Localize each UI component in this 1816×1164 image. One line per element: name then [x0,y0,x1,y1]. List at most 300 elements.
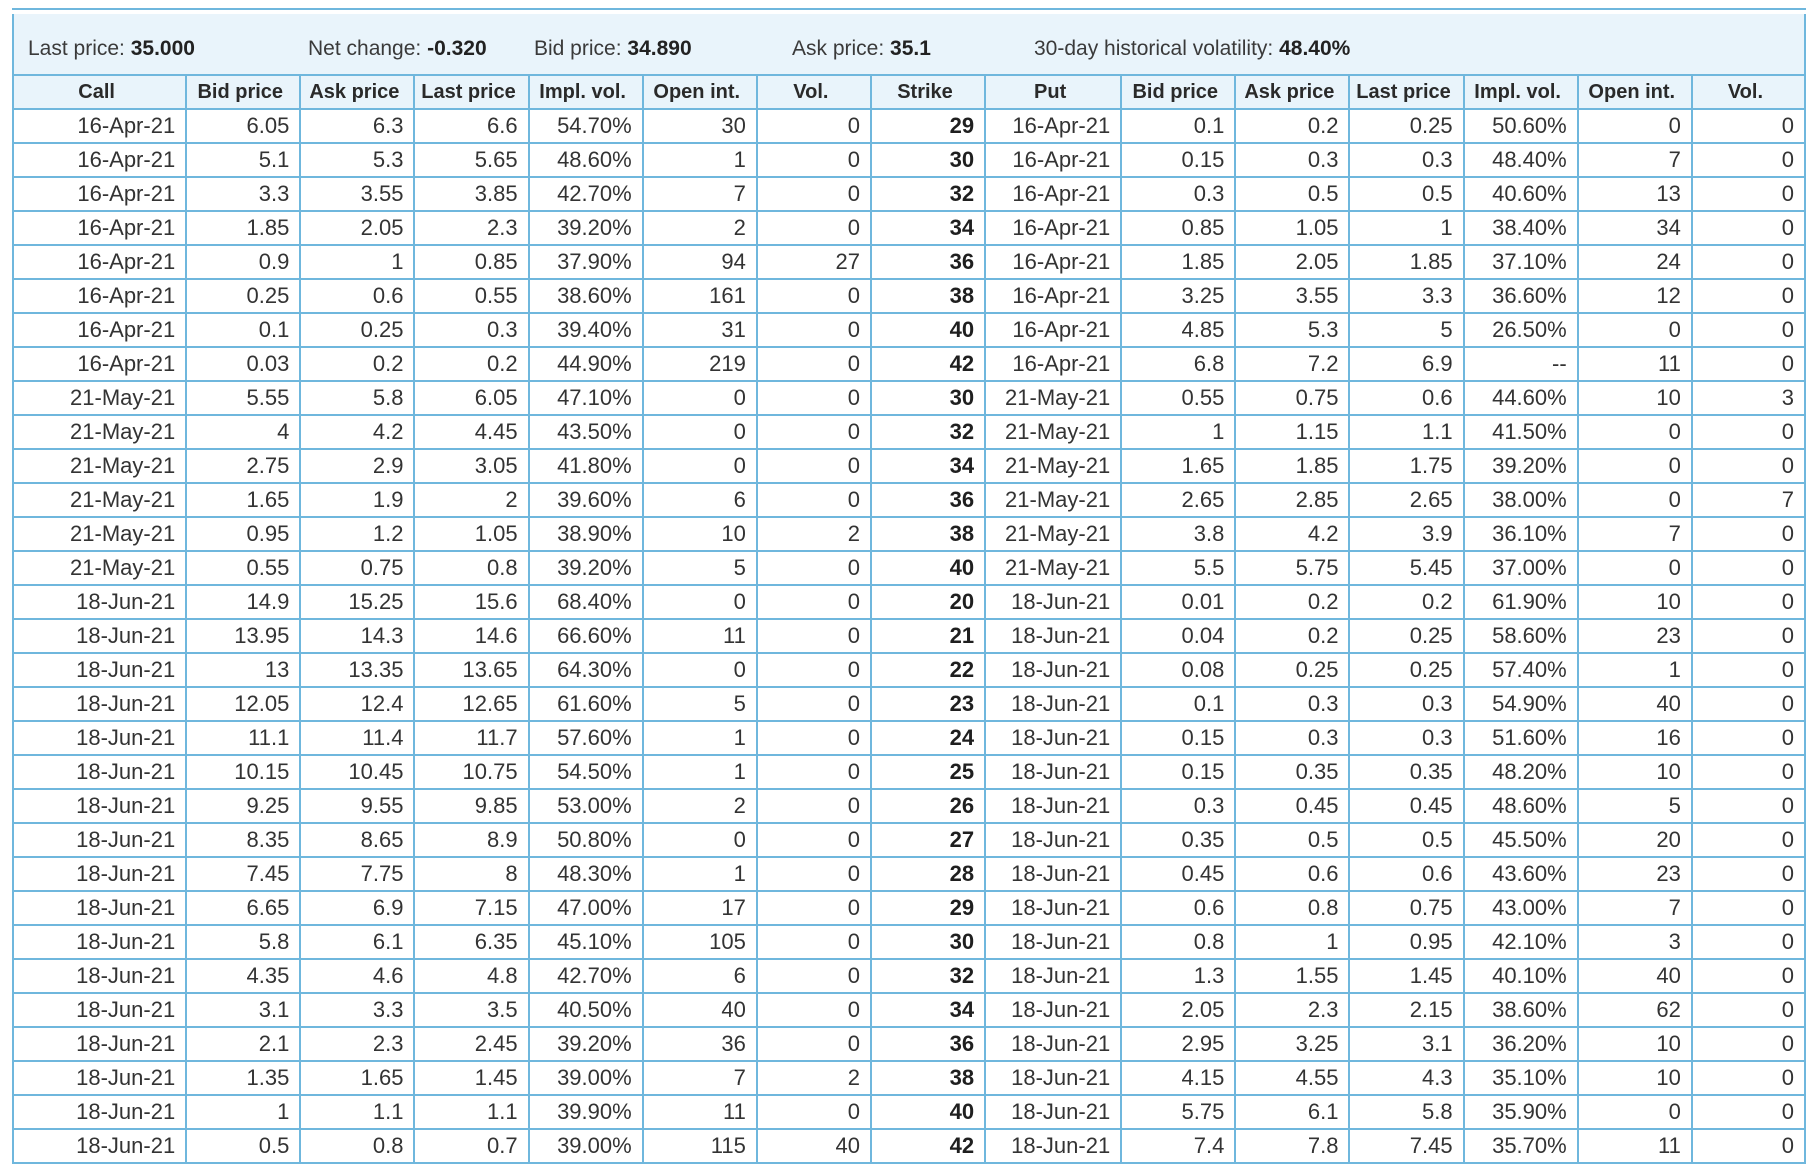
table-cell: 2.95 [1121,1027,1235,1061]
expiry-cell: 18-Jun-21 [985,1061,1121,1095]
table-cell: 0.35 [1349,755,1463,789]
table-row [13,755,1805,789]
table-cell: 2.05 [1121,993,1235,1027]
table-cell: 39.20% [1464,449,1578,483]
table-cell: 0 [1692,891,1805,925]
table-cell: 5 [1349,313,1463,347]
strike-cell: 38 [871,1061,985,1095]
table-cell: 7.8 [1235,1129,1349,1163]
table-cell: 2.15 [1349,993,1463,1027]
table-cell: 0 [1692,551,1805,585]
table-cell: 0.9 [186,245,300,279]
table-cell: 0 [757,279,871,313]
historical-volatility: 30-day historical volatility: 48.40% [1034,37,1351,60]
table-cell: 0.3 [1235,687,1349,721]
table-cell: 3.05 [414,449,528,483]
table-cell: 0 [1692,857,1805,891]
table-row [13,721,1805,755]
table-cell: 1 [1578,653,1692,687]
table-cell: 1.1 [414,1095,528,1129]
table-cell: 5 [643,551,757,585]
table-cell: 0.5 [1235,177,1349,211]
column-header: Ask price [300,75,414,109]
table-cell: 6.05 [414,381,528,415]
table-cell: 15.25 [300,585,414,619]
table-row [13,109,1805,143]
table-cell: 0.15 [1121,755,1235,789]
strike-cell: 21 [871,619,985,653]
table-cell: 0.6 [1121,891,1235,925]
table-cell: 16 [1578,721,1692,755]
table-cell: 0 [757,653,871,687]
table-cell: 0.25 [186,279,300,313]
options-chain-panel [12,0,1806,1158]
table-cell: 0.3 [1235,143,1349,177]
table-cell: 39.20% [529,211,643,245]
table-cell: 0 [757,1027,871,1061]
expiry-cell: 18-Jun-21 [985,1027,1121,1061]
table-cell: 0.75 [1349,891,1463,925]
table-row [13,891,1805,925]
table-cell: 0.6 [1349,381,1463,415]
expiry-cell: 18-Jun-21 [985,823,1121,857]
table-cell: 40.10% [1464,959,1578,993]
table-cell: 4.8 [414,959,528,993]
table-cell: 58.60% [1464,619,1578,653]
table-cell: 1 [186,1095,300,1129]
table-cell: 7.75 [300,857,414,891]
table-cell: 1 [643,857,757,891]
table-cell: 37.90% [529,245,643,279]
table-cell: 39.90% [529,1095,643,1129]
expiry-cell: 21-May-21 [985,551,1121,585]
table-cell: 14.9 [186,585,300,619]
table-cell: 0.45 [1121,857,1235,891]
expiry-cell: 18-Jun-21 [985,653,1121,687]
table-cell: 3.5 [414,993,528,1027]
table-cell: 0 [1692,1129,1805,1163]
table-cell: 6 [643,959,757,993]
table-cell: 13.35 [300,653,414,687]
table-cell: 0.03 [186,347,300,381]
table-cell: 39.20% [529,551,643,585]
table-row [13,1027,1805,1061]
table-cell: 35.70% [1464,1129,1578,1163]
expiry-cell: 21-May-21 [985,415,1121,449]
expiry-cell: 18-Jun-21 [13,891,186,925]
expiry-cell: 21-May-21 [13,415,186,449]
expiry-cell: 18-Jun-21 [13,687,186,721]
table-cell: 6.6 [414,109,528,143]
table-cell: 115 [643,1129,757,1163]
table-cell: 0 [1692,823,1805,857]
expiry-cell: 16-Apr-21 [13,143,186,177]
table-cell: 64.30% [529,653,643,687]
table-row [13,347,1805,381]
table-row [13,551,1805,585]
expiry-cell: 18-Jun-21 [13,925,186,959]
table-cell: 0.25 [300,313,414,347]
expiry-cell: 21-May-21 [985,483,1121,517]
strike-cell: 38 [871,279,985,313]
table-cell: 1 [1235,925,1349,959]
table-cell: 5 [643,687,757,721]
strike-cell: 40 [871,1095,985,1129]
last-price: Last price: 35.000 [28,37,195,60]
table-cell: 0 [1692,721,1805,755]
table-cell: 13.65 [414,653,528,687]
table-cell: 0.5 [1235,823,1349,857]
table-cell: 0 [1578,551,1692,585]
table-cell: 0 [1692,517,1805,551]
table-cell: 0.25 [1349,653,1463,687]
table-cell: 2.3 [414,211,528,245]
table-cell: 3.55 [1235,279,1349,313]
table-cell: 0.55 [414,279,528,313]
table-cell: 6 [643,483,757,517]
table-cell: 5.8 [186,925,300,959]
table-cell: 2.3 [1235,993,1349,1027]
table-cell: 1 [643,143,757,177]
table-cell: 43.00% [1464,891,1578,925]
table-cell: 41.50% [1464,415,1578,449]
expiry-cell: 18-Jun-21 [13,1027,186,1061]
table-cell: 10.45 [300,755,414,789]
table-cell: 14.3 [300,619,414,653]
table-cell: 4.85 [1121,313,1235,347]
table-cell: 0 [757,755,871,789]
strike-cell: 30 [871,381,985,415]
column-header: Bid price [186,75,300,109]
table-cell: 0 [757,823,871,857]
table-cell: 61.90% [1464,585,1578,619]
table-cell: 43.60% [1464,857,1578,891]
table-cell: 3.1 [186,993,300,1027]
table-cell: 42.70% [529,959,643,993]
strike-cell: 27 [871,823,985,857]
table-cell: 0.75 [300,551,414,585]
table-cell: 0.35 [1121,823,1235,857]
table-cell: 54.50% [529,755,643,789]
table-cell: 1 [300,245,414,279]
table-cell: 0 [757,483,871,517]
table-row [13,517,1805,551]
table-cell: 0 [757,313,871,347]
table-cell: 5.8 [1349,1095,1463,1129]
table-cell: 37.00% [1464,551,1578,585]
table-cell: 44.60% [1464,381,1578,415]
table-cell: 0.85 [1121,211,1235,245]
table-cell: 0 [757,381,871,415]
table-cell: 10 [1578,755,1692,789]
table-cell: 50.80% [529,823,643,857]
table-cell: 2 [757,517,871,551]
table-row [13,449,1805,483]
table-cell: 0.55 [1121,381,1235,415]
expiry-cell: 18-Jun-21 [985,687,1121,721]
table-cell: 0 [1692,449,1805,483]
table-cell: 38.00% [1464,483,1578,517]
table-cell: 0.5 [1349,823,1463,857]
table-cell: 39.00% [529,1061,643,1095]
table-cell: 7 [1692,483,1805,517]
table-row [13,823,1805,857]
table-cell: 0.3 [1121,177,1235,211]
column-header: Put [985,75,1121,109]
table-cell: 20 [1578,823,1692,857]
table-cell: 10.15 [186,755,300,789]
table-cell: 39.60% [529,483,643,517]
table-cell: 39.40% [529,313,643,347]
table-cell: 10 [1578,381,1692,415]
expiry-cell: 16-Apr-21 [13,279,186,313]
column-header: Vol. [757,75,871,109]
column-header: Call [13,75,186,109]
expiry-cell: 16-Apr-21 [985,245,1121,279]
table-cell: 2 [757,1061,871,1095]
table-cell: 0.2 [300,347,414,381]
table-cell: 10 [1578,1027,1692,1061]
table-cell: 45.50% [1464,823,1578,857]
table-cell: 9.85 [414,789,528,823]
table-cell: 3 [1692,381,1805,415]
table-cell: 0 [1692,177,1805,211]
table-cell: 0 [1692,585,1805,619]
table-cell: 68.40% [529,585,643,619]
table-cell: 0 [643,823,757,857]
table-cell: 36.10% [1464,517,1578,551]
table-cell: 0.3 [1121,789,1235,823]
table-cell: 40.50% [529,993,643,1027]
strike-cell: 42 [871,1129,985,1163]
table-cell: 26.50% [1464,313,1578,347]
table-cell: 3.9 [1349,517,1463,551]
table-cell: 4.45 [414,415,528,449]
table-cell: 1.45 [414,1061,528,1095]
table-cell: 1 [1121,415,1235,449]
table-cell: 0.04 [1121,619,1235,653]
table-cell: 7.45 [1349,1129,1463,1163]
column-header: Strike [871,75,985,109]
table-cell: 57.60% [529,721,643,755]
expiry-cell: 18-Jun-21 [985,721,1121,755]
table-cell: 48.20% [1464,755,1578,789]
expiry-cell: 18-Jun-21 [13,959,186,993]
table-row [13,993,1805,1027]
table-cell: 2 [643,211,757,245]
table-cell: 0 [643,449,757,483]
expiry-cell: 16-Apr-21 [985,313,1121,347]
table-cell: 1.9 [300,483,414,517]
expiry-cell: 18-Jun-21 [13,1095,186,1129]
table-cell: 0.8 [1121,925,1235,959]
table-cell: 12.05 [186,687,300,721]
table-row [13,653,1805,687]
table-cell: 48.60% [529,143,643,177]
expiry-cell: 16-Apr-21 [13,109,186,143]
table-cell: 0 [757,585,871,619]
strike-cell: 29 [871,891,985,925]
table-cell: 0.2 [1235,619,1349,653]
table-cell: 0 [1692,1095,1805,1129]
table-cell: 38.40% [1464,211,1578,245]
table-cell: 0.5 [186,1129,300,1163]
table-cell: 1.65 [1121,449,1235,483]
table-cell: 0.8 [1235,891,1349,925]
table-cell: 41.80% [529,449,643,483]
table-cell: 7 [1578,517,1692,551]
table-row [13,211,1805,245]
ask-price: Ask price: 35.1 [792,37,931,60]
table-cell: 39.20% [529,1027,643,1061]
expiry-cell: 18-Jun-21 [985,789,1121,823]
table-cell: 0.2 [1235,109,1349,143]
table-cell: 6.9 [300,891,414,925]
table-cell: 6.1 [300,925,414,959]
table-cell: 11 [1578,347,1692,381]
table-cell: 0.3 [1235,721,1349,755]
table-cell: 0.95 [186,517,300,551]
table-cell: 0 [757,143,871,177]
table-cell: 0 [1692,245,1805,279]
table-cell: 6.8 [1121,347,1235,381]
column-header: Impl. vol. [529,75,643,109]
table-cell: 1.65 [300,1061,414,1095]
table-cell: 4.6 [300,959,414,993]
table-cell: 48.60% [1464,789,1578,823]
table-row [13,245,1805,279]
table-cell: 5.55 [186,381,300,415]
table-cell: 11.1 [186,721,300,755]
table-cell: 37.10% [1464,245,1578,279]
net-change: Net change: -0.320 [308,37,487,60]
expiry-cell: 18-Jun-21 [13,755,186,789]
table-cell: 0 [1692,959,1805,993]
table-cell: 0 [1692,789,1805,823]
table-cell: 24 [1578,245,1692,279]
table-cell: 0 [1578,313,1692,347]
table-cell: 9.25 [186,789,300,823]
expiry-cell: 18-Jun-21 [13,721,186,755]
table-row [13,585,1805,619]
table-cell: 0 [757,619,871,653]
strike-cell: 28 [871,857,985,891]
table-cell: 39.00% [529,1129,643,1163]
table-cell: 0.45 [1235,789,1349,823]
table-cell: 14.6 [414,619,528,653]
table-cell: 0.3 [414,313,528,347]
column-header: Impl. vol. [1464,75,1578,109]
table-cell: 8.35 [186,823,300,857]
table-cell: 1.1 [1349,415,1463,449]
table-cell: 0.08 [1121,653,1235,687]
table-cell: 0.85 [414,245,528,279]
table-cell: 10 [643,517,757,551]
table-cell: 0 [643,585,757,619]
table-cell: 1.55 [1235,959,1349,993]
table-cell: 1.45 [1349,959,1463,993]
table-cell: 1.3 [1121,959,1235,993]
table-row [13,789,1805,823]
table-cell: 11.7 [414,721,528,755]
expiry-cell: 18-Jun-21 [13,993,186,1027]
table-cell: 3.1 [1349,1027,1463,1061]
table-row [13,177,1805,211]
table-cell: 40.60% [1464,177,1578,211]
table-cell: 0 [757,721,871,755]
table-cell: 23 [1578,619,1692,653]
table-cell: 13.95 [186,619,300,653]
table-cell: 36.20% [1464,1027,1578,1061]
table-cell: 0 [1692,347,1805,381]
table-cell: 5 [1578,789,1692,823]
table-cell: 0 [757,857,871,891]
column-header: Bid price [1121,75,1235,109]
table-cell: 2.05 [300,211,414,245]
table-cell: 3.25 [1121,279,1235,313]
table-cell: 3.85 [414,177,528,211]
table-cell: 105 [643,925,757,959]
expiry-cell: 18-Jun-21 [985,755,1121,789]
expiry-cell: 18-Jun-21 [13,619,186,653]
table-cell: 6.35 [414,925,528,959]
strike-cell: 34 [871,211,985,245]
table-cell: 3.55 [300,177,414,211]
table-cell: 40 [757,1129,871,1163]
table-cell: 0.5 [1349,177,1463,211]
table-cell: 0.25 [1349,619,1463,653]
table-cell: 36 [643,1027,757,1061]
table-cell: 0.25 [1235,653,1349,687]
table-cell: 0.25 [1349,109,1463,143]
table-cell: 3.25 [1235,1027,1349,1061]
table-cell: 57.40% [1464,653,1578,687]
table-cell: 4.15 [1121,1061,1235,1095]
table-cell: 2.75 [186,449,300,483]
table-cell: 1.85 [1349,245,1463,279]
table-cell: 0 [1578,109,1692,143]
table-cell: 66.60% [529,619,643,653]
table-cell: 0 [1692,211,1805,245]
table-cell: 2 [414,483,528,517]
table-cell: 3.8 [1121,517,1235,551]
bid-price: Bid price: 34.890 [534,37,692,60]
table-cell: 17 [643,891,757,925]
table-cell: 13 [1578,177,1692,211]
table-cell: 31 [643,313,757,347]
table-cell: 30 [643,109,757,143]
strike-cell: 42 [871,347,985,381]
column-header: Open int. [643,75,757,109]
table-cell: 36.60% [1464,279,1578,313]
table-cell: 0 [1692,313,1805,347]
table-cell: 8.65 [300,823,414,857]
table-cell: 0 [757,109,871,143]
table-cell: 7.4 [1121,1129,1235,1163]
table-cell: 3.3 [186,177,300,211]
table-cell: 1.05 [1235,211,1349,245]
table-cell: 53.00% [529,789,643,823]
table-cell: 0 [1578,1095,1692,1129]
expiry-cell: 16-Apr-21 [13,313,186,347]
expiry-cell: 16-Apr-21 [985,211,1121,245]
table-cell: 0 [1692,755,1805,789]
expiry-cell: 21-May-21 [985,381,1121,415]
expiry-cell: 18-Jun-21 [985,925,1121,959]
expiry-cell: 21-May-21 [13,483,186,517]
table-cell: 2.65 [1349,483,1463,517]
table-cell: 40 [1578,959,1692,993]
